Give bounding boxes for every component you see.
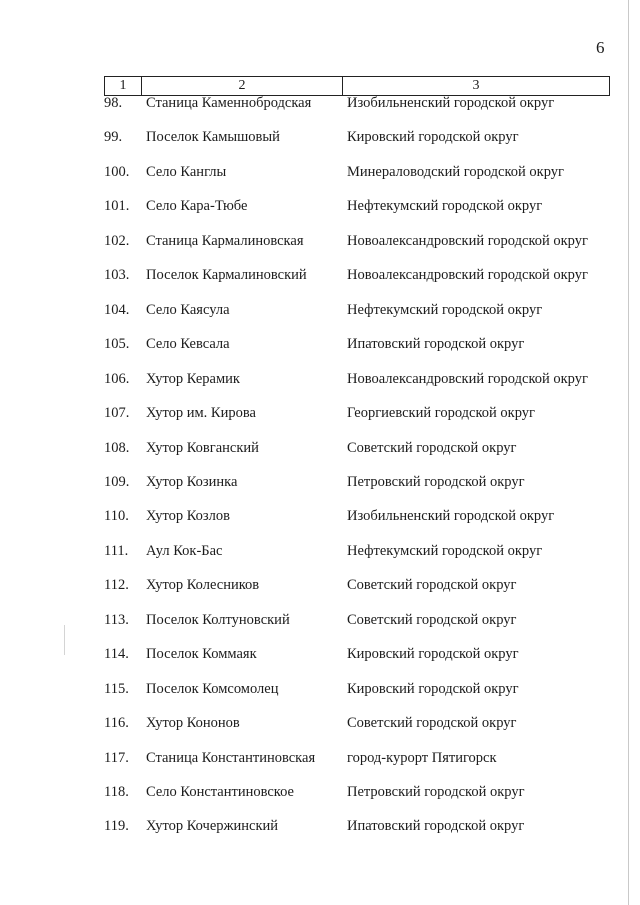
district-name: Петровский городской округ [347, 473, 525, 490]
settlement-name: Село Каясула [146, 301, 230, 318]
district-name: Новоалександровский городской округ [347, 232, 588, 249]
settlement-name: Хутор Козлов [146, 508, 230, 525]
district-name: Ипатовский городской округ [347, 818, 525, 835]
header-col-1: 1 [105, 77, 142, 95]
table-row [0, 609, 640, 631]
table-row [0, 92, 640, 114]
district-name: Кировский городской округ [347, 680, 519, 697]
settlement-name: Село Кевсала [146, 336, 230, 353]
header-col-2: 2 [142, 77, 343, 95]
settlement-name: Село Канглы [146, 163, 227, 180]
table-row [0, 195, 640, 217]
table-row [0, 437, 640, 459]
row-number: 108. [104, 439, 130, 456]
district-name: Ипатовский городской округ [347, 336, 525, 353]
settlement-name: Хутор Кононов [146, 715, 240, 732]
header-col-3: 3 [472, 78, 480, 93]
row-number: 107. [104, 405, 130, 422]
settlement-name: Станица Кармалиновская [146, 232, 304, 249]
row-number: 117. [104, 749, 129, 766]
settlement-name: Поселок Коммаяк [146, 646, 257, 663]
row-number: 119. [104, 818, 129, 835]
table-row [0, 333, 640, 355]
settlement-name: Хутор Керамик [146, 370, 240, 387]
row-number: 112. [104, 577, 129, 594]
table-row [0, 161, 640, 183]
district-name: Кировский городской округ [347, 129, 519, 146]
table-row [0, 574, 640, 596]
district-name: Новоалександровский городской округ [347, 267, 588, 284]
row-number: 114. [104, 646, 129, 663]
row-number: 103. [104, 267, 130, 284]
settlement-name: Аул Кок-Бас [146, 542, 223, 559]
district-name: Нефтекумский городской округ [347, 542, 543, 559]
district-name: Петровский городской округ [347, 784, 525, 800]
table-row [0, 230, 640, 252]
row-number: 111. [104, 542, 129, 559]
district-name: Советский городской округ [347, 611, 517, 628]
district-name: Минераловодский городской округ [347, 163, 564, 180]
table-row [0, 815, 640, 837]
row-number: 99. [104, 129, 123, 146]
table-row [0, 299, 640, 321]
row-number: 98. [104, 95, 123, 111]
settlement-name: Поселок Камышовый [146, 129, 280, 146]
row-number: 109. [104, 473, 130, 490]
district-name: Нефтекумский городской округ [347, 198, 543, 215]
row-number: 101. [104, 198, 130, 215]
table-row [0, 264, 640, 286]
table-row [0, 540, 640, 562]
settlement-name: Станица Каменнобродская [146, 95, 312, 111]
settlement-name: Хутор Колесников [146, 577, 260, 594]
settlement-name: Село Константиновское [146, 784, 294, 800]
row-number: 102. [104, 232, 130, 249]
settlement-name: Хутор Ковганский [146, 439, 259, 456]
district-name: Кировский городской округ [347, 646, 519, 663]
table-row [0, 402, 640, 424]
row-number: 104. [104, 301, 130, 318]
settlement-name: Станица Константиновская [146, 749, 316, 766]
table-row [0, 781, 640, 803]
district-name: Советский городской округ [347, 577, 517, 594]
row-number: 118. [104, 784, 129, 800]
page-number: 6 [596, 38, 605, 57]
district-name: Новоалександровский городской округ [347, 370, 588, 387]
settlement-name: Хутор Козинка [146, 473, 238, 490]
district-name: Изобильненский городской округ [347, 508, 555, 525]
row-number: 116. [104, 715, 129, 732]
table-row [0, 471, 640, 493]
district-name: Советский городской округ [347, 439, 517, 456]
settlement-name: Село Кара-Тюбе [146, 198, 248, 215]
district-name: Георгиевский городской округ [347, 405, 535, 422]
settlement-name: Поселок Кармалиновский [146, 267, 307, 284]
table-row [0, 126, 640, 148]
table-row [0, 678, 640, 700]
settlement-name: Поселок Колтуновский [146, 611, 290, 628]
district-name: Нефтекумский городской округ [347, 301, 543, 318]
settlement-name: Поселок Комсомолец [146, 680, 279, 697]
table-row [0, 368, 640, 390]
row-number: 110. [104, 508, 129, 525]
settlement-name: Хутор им. Кирова [146, 405, 256, 422]
table-row [0, 712, 640, 734]
row-number: 106. [104, 370, 130, 387]
row-number: 113. [104, 611, 129, 628]
district-name: город-курорт Пятигорск [347, 749, 497, 766]
table-row [0, 747, 640, 769]
table-row [0, 643, 640, 665]
settlement-name: Хутор Кочержинский [146, 818, 279, 835]
row-number: 105. [104, 336, 130, 353]
district-name: Советский городской округ [347, 715, 517, 732]
row-number: 115. [104, 680, 129, 697]
row-number: 100. [104, 163, 130, 180]
district-name: Изобильненский городской округ [347, 95, 555, 111]
table-row [0, 505, 640, 527]
